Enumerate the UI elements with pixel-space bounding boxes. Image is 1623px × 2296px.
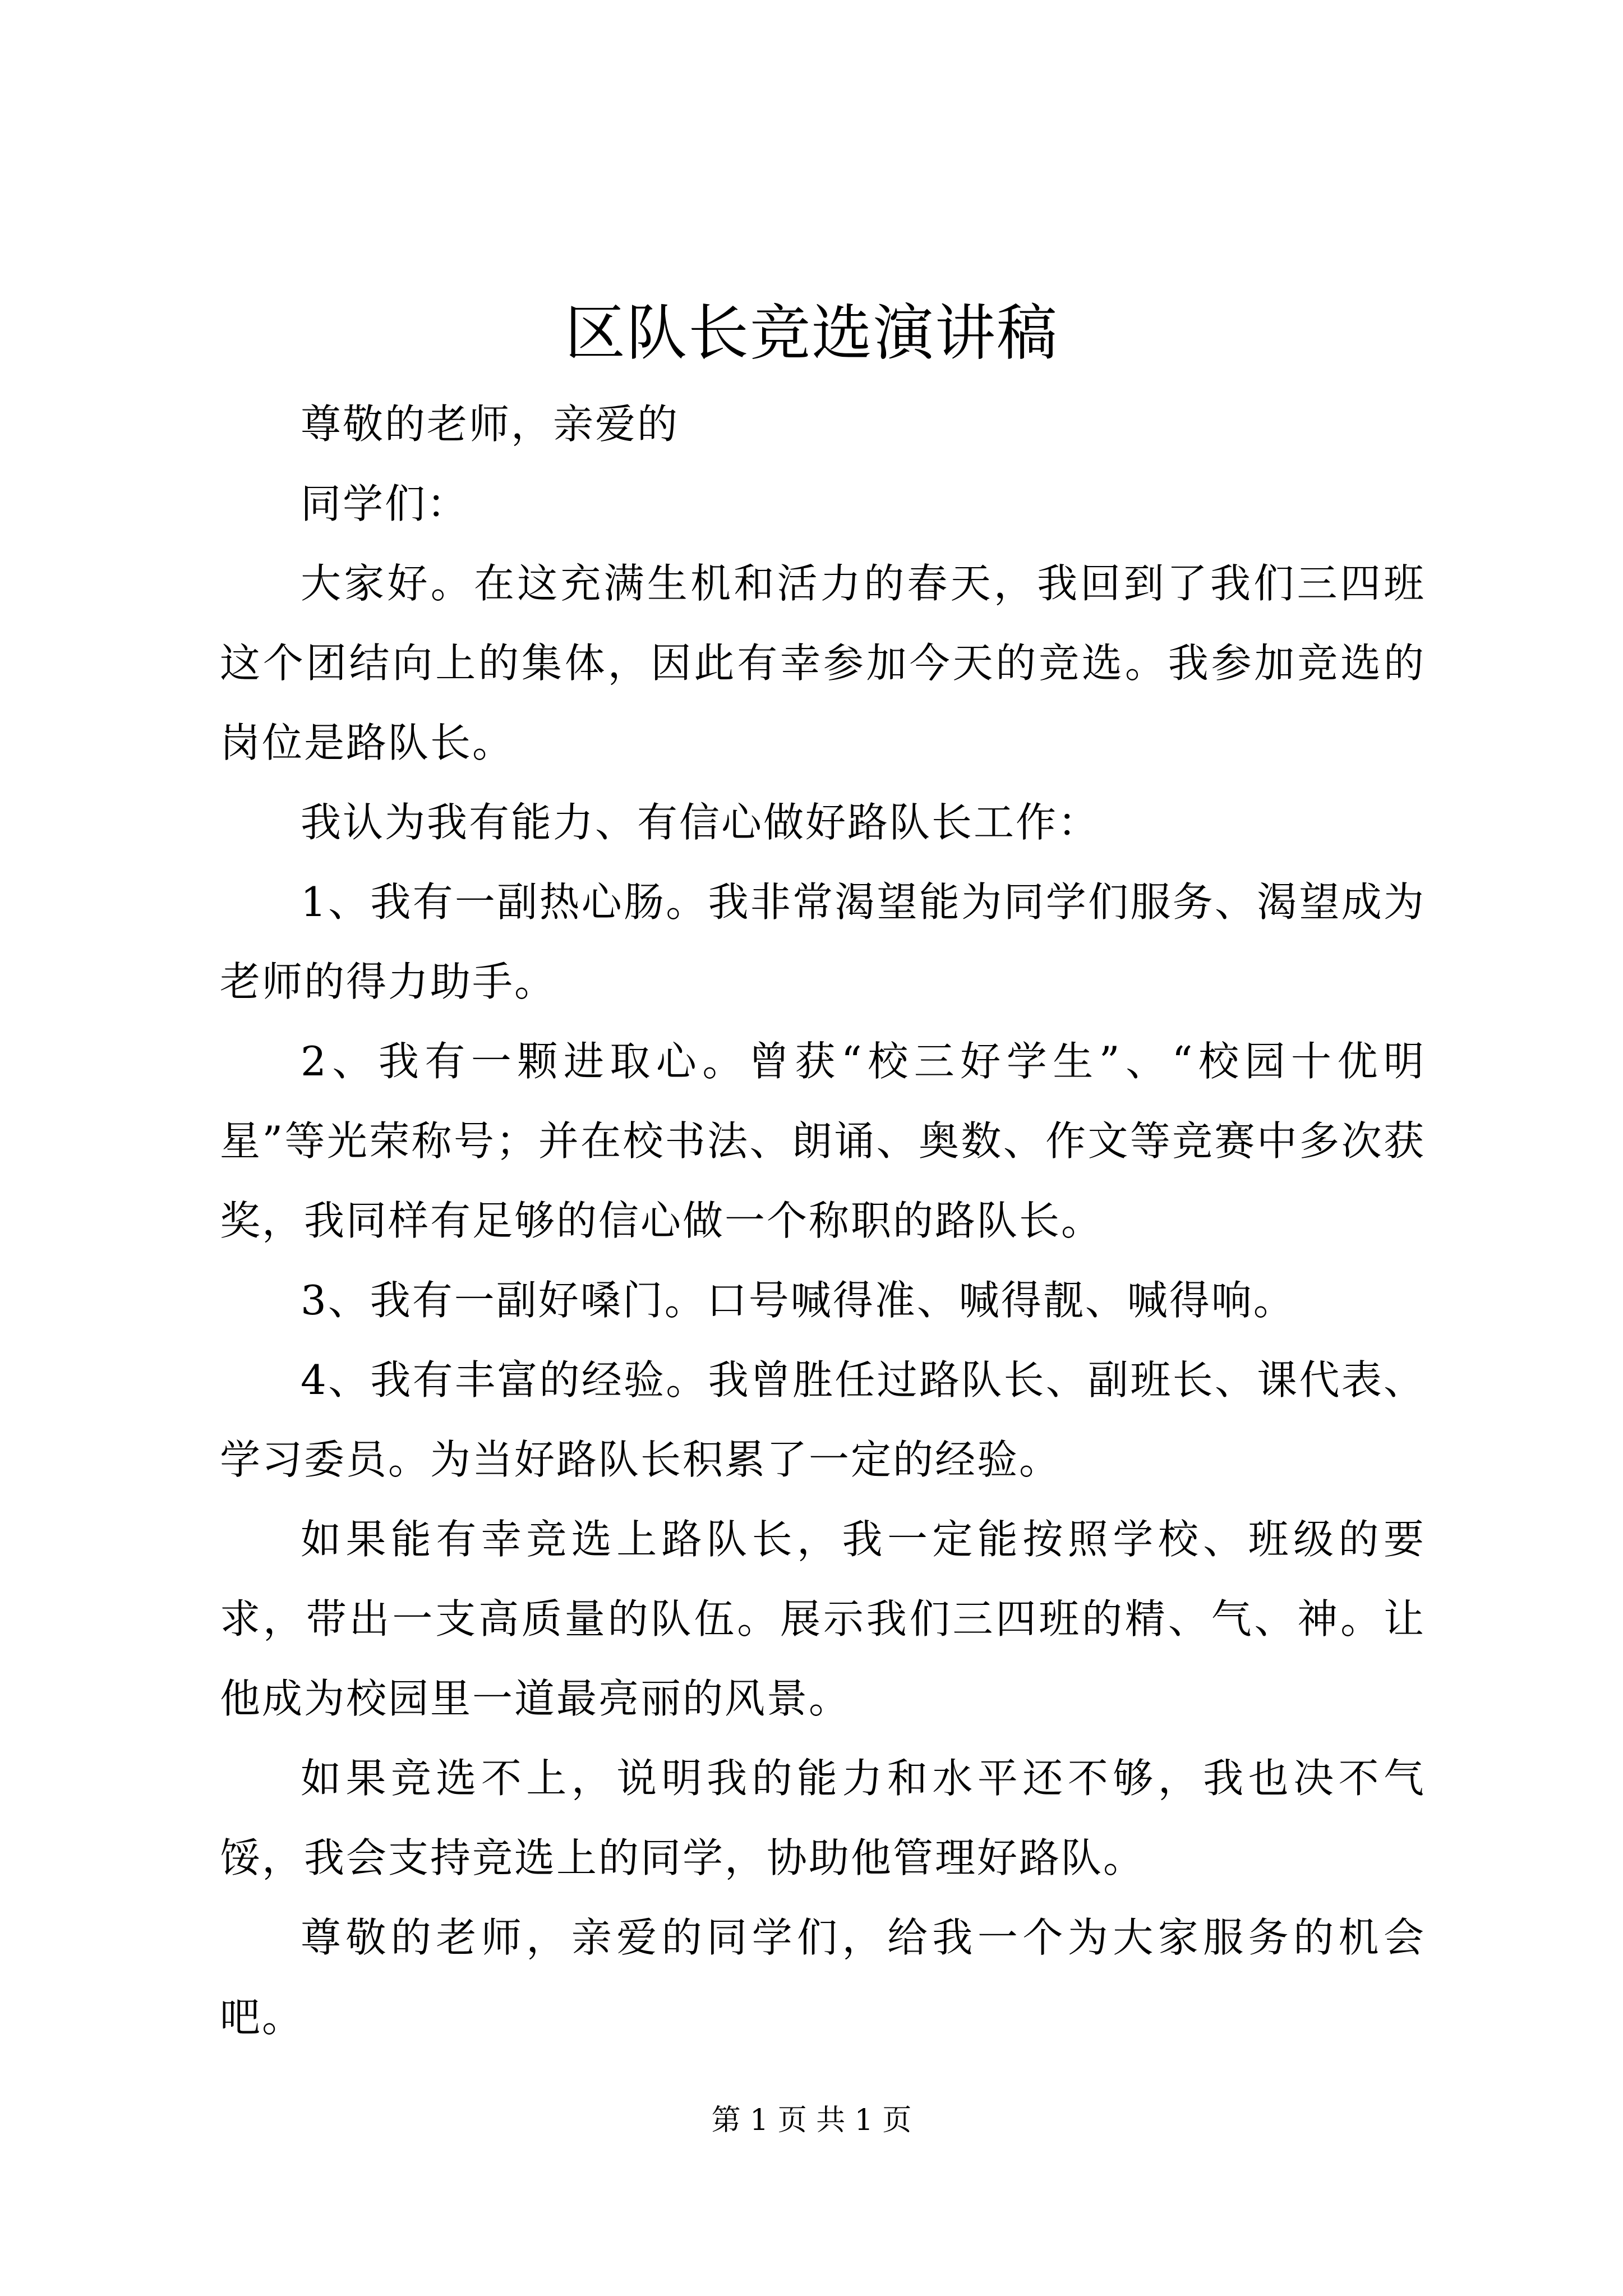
paragraph: 同学们： (301, 480, 469, 527)
paragraph: 2、我有一颗进取心。曾获“校三好学生”、“校园十优明星”等光荣称号；并在校书法、朗诵、奥数、作文等竞赛中多次获奖，我同样有足够的信心做一个称职的路队长。 (220, 1038, 1426, 1244)
document-title: 区队长竞选演讲稿 (564, 298, 1058, 369)
paragraph: 尊敬的老师，亲爱的同学们，给我一个为大家服务的机会吧。 (220, 1914, 1426, 2041)
paragraph: 如果竞选不上，说明我的能力和水平还不够，我也决不气馁，我会支持竞选上的同学，协助他管理好路队。 (220, 1755, 1426, 1881)
paragraph: 大家好。在这充满生机和活力的春天，我回到了我们三四班这个团结向上的集体，因此有幸参加今天的竞选。我参加竞选的岗位是路队长。 (220, 560, 1426, 766)
paragraph: 尊敬的老师，亲爱的 (301, 401, 680, 448)
document-body (220, 384, 1426, 2057)
page-footer (0, 2098, 1623, 2143)
paragraph: 如果能有幸竞选上路队长，我一定能按照学校、班级的要求，带出一支高质量的队伍。展示我们三四班的精、气、神。让他成为校园里一道最亮丽的风景。 (220, 1516, 1426, 1722)
paragraph: 3、我有一副好嗓门。口号喊得准、喊得靓、喊得响。 (301, 1277, 1295, 1324)
paragraph: 1、我有一副热心肠。我非常渴望能为同学们服务、渴望成为老师的得力助手。 (220, 878, 1426, 1005)
paragraph: 我认为我有能力、有信心做好路队长工作： (301, 799, 1100, 846)
paragraph: 4、我有丰富的经验。我曾胜任过路队长、副班长、课代表、学习委员。为当好路队长积累了一定的经验。 (220, 1356, 1426, 1483)
page-number-label: 第 1 页 共 1 页 (711, 2104, 912, 2137)
